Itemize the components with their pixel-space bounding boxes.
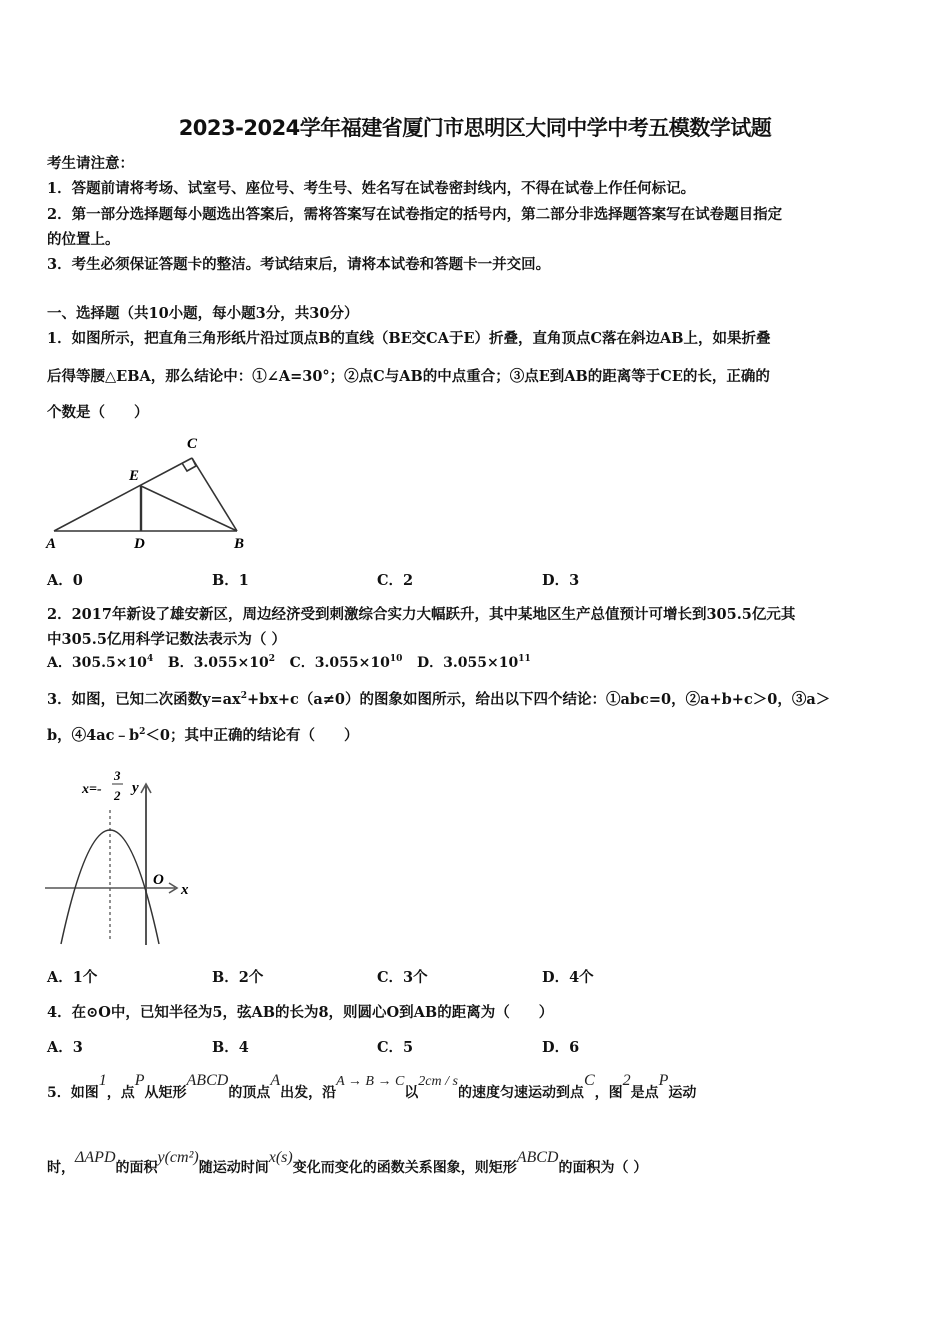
q4-option-b[interactable]: B．4 <box>212 1039 249 1056</box>
q1-triangle-figure <box>40 430 260 555</box>
q4-option-c[interactable]: C．5 <box>377 1039 414 1056</box>
q3-option-a[interactable]: A．1个 <box>47 969 98 986</box>
q1-line-3: 个数是（ ） <box>47 404 149 421</box>
q5-line-2: 时，ΔAPD的面积y(cm²)随运动时间x(s)变化而变化的函数关系图象，则矩形ABCD的面积为（ ） <box>47 1149 648 1176</box>
page-title: 2023-2024学年福建省厦门市思明区大同中学中考五模数学试题 <box>178 116 772 140</box>
axis-eq-num: 3 <box>114 768 121 783</box>
q3-line-1: 3．如图，已知二次函数$y=ax^2+bx+c(a\ne 0)$的图象如图所示，给出以下四个结论：①abc=0，②a+b+c＞0，③a＞ <box>47 691 831 708</box>
q3-option-d[interactable]: D．4个 <box>542 969 594 986</box>
q1-option-a[interactable]: A．0 <box>47 572 83 589</box>
label-a: A <box>46 536 57 552</box>
q3-option-c[interactable]: C．3个 <box>377 969 428 986</box>
q2-option-a[interactable]: A．$305.5\times 10^4$ <box>47 654 154 671</box>
q3-line-2: b，$④4ac﹣b^2<0$；其中正确的结论有（ ） <box>47 727 359 744</box>
notice-item-1: 1．答题前请将考场、试室号、座位号、考生号、姓名写在试卷密封线内，不得在试卷上作任何标记。 <box>47 180 696 197</box>
q2-line-1: 2．2017年新设了雄安新区，周边经济受到刺激综合实力大幅跃升，其中某地区生产总值预计可增长到305.5亿元其 <box>47 606 796 623</box>
axis-eq-label: x=- <box>82 782 102 797</box>
q3-option-b[interactable]: B．2个 <box>212 969 264 986</box>
q2-option-b[interactable]: B．$3.055\times 10^2$ <box>167 654 275 671</box>
label-e: E <box>129 468 140 484</box>
q2-option-d[interactable]: D．$3.055\times 10^{11}$ <box>417 654 531 671</box>
axis-eq-den: 2 <box>114 788 121 803</box>
q1-option-c[interactable]: C．2 <box>377 572 414 589</box>
q1-line-2: 后得等腰△EBA，那么结论中：①∠A=30°；②点C与AB的中点重合；③点E到AB的距离等于CE的长，正确的 <box>47 368 770 385</box>
q2-line-2: 中305.5亿用科学记数法表示为（ ） <box>47 631 286 648</box>
label-d: D <box>134 536 145 552</box>
q2-option-c[interactable]: C．$3.055\times 10^{10}$ <box>289 654 403 671</box>
q2-options <box>47 652 531 672</box>
notice-item-2-cont: 的位置上。 <box>47 231 120 248</box>
label-b: B <box>234 536 245 552</box>
y-axis-label: y <box>132 780 139 796</box>
q3-parabola-figure <box>40 760 205 950</box>
q1-option-d[interactable]: D．3 <box>542 572 580 589</box>
notice-item-2: 2．第一部分选择题每小题选出答案后，需将答案写在试卷指定的括号内，第二部分非选择题答案写在试卷题目指定 <box>47 206 783 223</box>
origin-label: O <box>153 872 164 888</box>
q5-line-1: 5．如图1，点P从矩形ABCD的顶点A出发，沿A → B → C以2cm / s的速度匀速运动到点C，图2是点P运动 <box>47 1072 697 1101</box>
x-axis-label: x <box>181 882 189 898</box>
q4-option-a[interactable]: A．3 <box>47 1039 83 1056</box>
q4-line: 4．在⊙O中，已知半径为5，弦AB的长为8，则圆心O到AB的距离为（ ） <box>47 1004 554 1021</box>
section-heading: 一、选择题（共10小题，每小题3分，共30分） <box>47 305 359 322</box>
q4-option-d[interactable]: D．6 <box>542 1039 580 1056</box>
q1-line-1: 1．如图所示，把直角三角形纸片沿过顶点B的直线（BE交CA于E）折叠，直角顶点C落在斜边AB上，如果折叠 <box>47 330 771 347</box>
notice-item-3: 3．考生必须保证答题卡的整洁。考试结束后，请将本试卷和答题卡一并交回。 <box>47 256 551 273</box>
q1-option-b[interactable]: B．1 <box>212 572 249 589</box>
notice-heading: 考生请注意： <box>47 155 134 172</box>
label-c: C <box>187 436 198 452</box>
